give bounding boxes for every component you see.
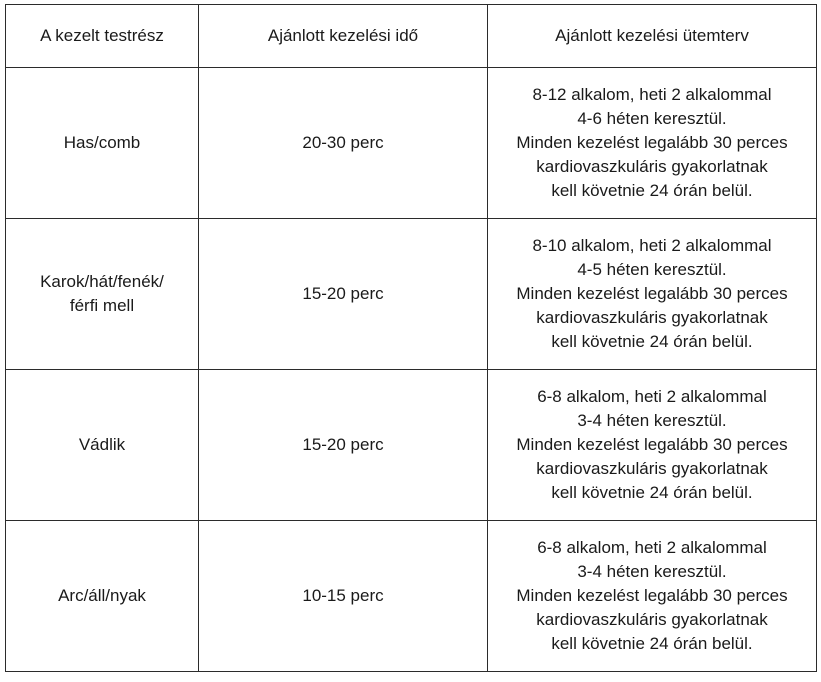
cell-time: 15-20 perc xyxy=(199,219,488,370)
table-row xyxy=(6,370,817,521)
cell-time: 15-20 perc xyxy=(199,370,488,521)
schedule-line: Minden kezelést legalább 30 perces xyxy=(516,586,788,605)
table-row xyxy=(6,68,817,219)
cell-schedule xyxy=(488,370,817,521)
schedule-line: 6-8 alkalom, heti 2 alkalommal xyxy=(537,538,767,557)
cell-area xyxy=(6,219,199,370)
schedule-line: 6-8 alkalom, heti 2 alkalommal xyxy=(537,387,767,406)
treatment-schedule-table xyxy=(5,4,817,672)
header-treated-area: A kezelt testrész xyxy=(6,5,199,68)
schedule-line: 3-4 héten keresztül. xyxy=(577,562,727,581)
schedule-line: kardiovaszkuláris gyakorlatnak xyxy=(536,610,768,629)
area-text: Vádlik xyxy=(78,435,126,454)
area-text: Karok/hát/fenék/ xyxy=(40,272,164,291)
schedule-line: 3-4 héten keresztül. xyxy=(577,411,727,430)
schedule-line: 4-6 héten keresztül. xyxy=(577,109,727,128)
cell-area xyxy=(6,370,199,521)
cell-area xyxy=(6,68,199,219)
cell-time: 10-15 perc xyxy=(199,521,488,672)
schedule-line: 8-12 alkalom, heti 2 alkalommal xyxy=(532,85,772,104)
header-treatment-time: Ajánlott kezelési idő xyxy=(199,5,488,68)
area-text: Has/comb xyxy=(63,133,141,152)
schedule-line: Minden kezelést legalább 30 perces xyxy=(516,435,788,454)
cell-area xyxy=(6,521,199,672)
cell-schedule xyxy=(488,68,817,219)
schedule-line: kell követnie 24 órán belül. xyxy=(551,332,753,351)
schedule-line: kell követnie 24 órán belül. xyxy=(551,634,753,653)
schedule-line: 8-10 alkalom, heti 2 alkalommal xyxy=(532,236,772,255)
schedule-line: Minden kezelést legalább 30 perces xyxy=(516,284,788,303)
schedule-line: Minden kezelést legalább 30 perces xyxy=(516,133,788,152)
cell-schedule xyxy=(488,219,817,370)
area-text: Arc/áll/nyak xyxy=(58,586,146,605)
table-header-row xyxy=(6,5,817,68)
schedule-line: kardiovaszkuláris gyakorlatnak xyxy=(536,459,768,478)
schedule-line: kell követnie 24 órán belül. xyxy=(551,181,753,200)
table-row xyxy=(6,219,817,370)
table-row xyxy=(6,521,817,672)
area-text: férfi mell xyxy=(69,296,135,315)
schedule-line: kardiovaszkuláris gyakorlatnak xyxy=(536,157,768,176)
schedule-line: kell követnie 24 órán belül. xyxy=(551,483,753,502)
schedule-line: kardiovaszkuláris gyakorlatnak xyxy=(536,308,768,327)
cell-time: 20-30 perc xyxy=(199,68,488,219)
cell-schedule xyxy=(488,521,817,672)
schedule-line: 4-5 héten keresztül. xyxy=(577,260,727,279)
header-treatment-schedule: Ajánlott kezelési ütemterv xyxy=(488,5,817,68)
